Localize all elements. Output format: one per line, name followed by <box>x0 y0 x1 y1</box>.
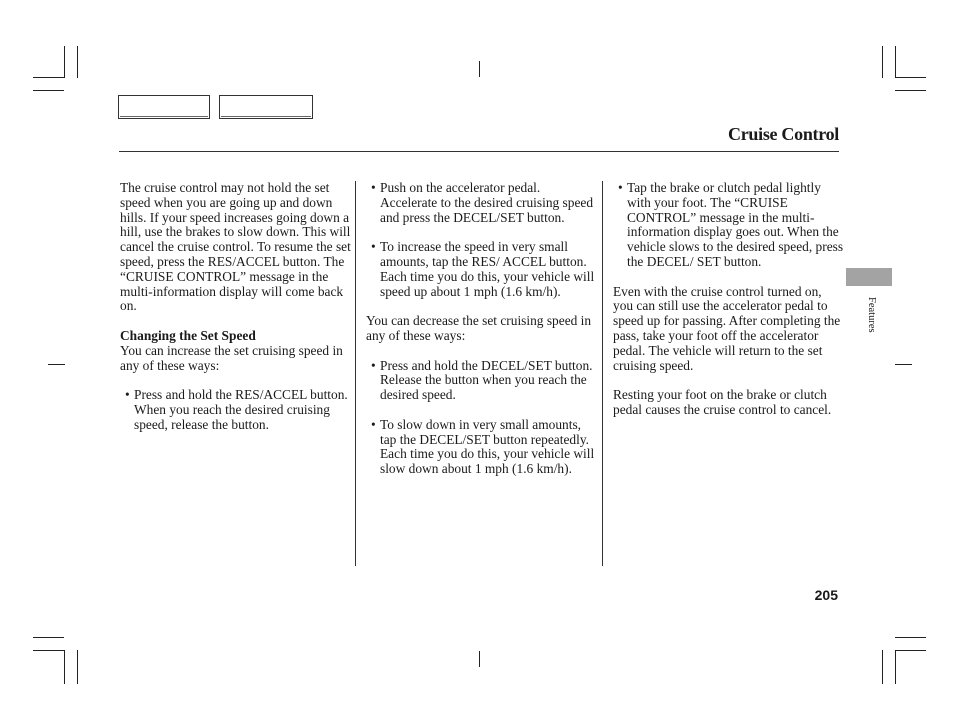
column-1 <box>120 181 352 447</box>
paragraph: You can decrease the set cruising speed in any of these ways: <box>366 313 592 343</box>
bullet-icon: • <box>125 387 130 403</box>
bullet-text: Tap the brake or clutch pedal lightly with your foot. The “CRUISE CONTROL” message in the multi-information display goes out. When the vehicle slows to the desired speed, press the DECEL/ SET button. <box>627 180 844 269</box>
bullet-icon: • <box>371 416 376 432</box>
bullet-text: Press and hold the DECEL/SET button. Release the button when you reach the desired speed. <box>380 357 593 403</box>
bullet-text: To increase the speed in very small amounts, tap the RES/ ACCEL button. Each time you do this, your vehicle will speed up about 1 mph (1.6 km/h). <box>380 239 595 299</box>
section-tab <box>846 268 892 286</box>
crop-mark <box>895 77 926 78</box>
bullet-text: Press and hold the RES/ACCEL button. When you reach the desired cruising speed, release the button. <box>134 387 348 432</box>
header-box-1 <box>118 95 210 119</box>
crop-mark <box>77 46 78 78</box>
bullet-icon: • <box>618 180 623 195</box>
crop-mark <box>895 650 926 651</box>
bullet-item <box>366 181 598 225</box>
bullet-icon: • <box>371 180 376 195</box>
title-rule <box>119 151 839 152</box>
center-mark <box>479 61 480 77</box>
paragraph: Even with the cruise control turned on, you can still use the accelerator pedal to speed up for passing. After completing the pass, take your foot off the accelerator pedal. The vehicle will return to the set cruising speed. <box>613 283 841 373</box>
bullet-item <box>366 359 598 403</box>
crop-mark <box>882 650 883 684</box>
column-divider <box>355 181 356 566</box>
crop-mark <box>64 46 65 78</box>
center-mark <box>48 364 65 365</box>
bullet-item <box>366 240 598 299</box>
crop-mark <box>64 650 65 684</box>
column-divider <box>602 181 603 566</box>
column-3 <box>613 181 845 433</box>
bullet-item <box>366 418 598 477</box>
header-box-2 <box>219 95 313 119</box>
crop-mark <box>33 90 64 91</box>
crop-mark <box>895 650 896 684</box>
crop-mark <box>77 650 78 684</box>
section-tab-label: Features <box>866 297 877 333</box>
bullet-item <box>613 181 845 270</box>
paragraph: You can increase the set cruising speed in any of these ways: <box>120 342 343 373</box>
page-title: Cruise Control <box>728 124 839 144</box>
paragraph: Resting your foot on the brake or clutch pedal causes the cruise control to cancel. <box>613 387 832 417</box>
crop-mark <box>33 650 64 651</box>
crop-mark <box>882 46 883 78</box>
center-mark <box>479 651 480 667</box>
crop-mark <box>895 46 896 78</box>
crop-mark <box>33 637 64 638</box>
center-mark <box>895 364 912 365</box>
paragraph: The cruise control may not hold the set speed when you are going up and down hills. If your speed increases going down a hill, use the brakes to slow down. This will cancel the cruise control. To resume the set speed, press the RES/ACCEL button. The “CRUISE CONTROL” message in the multi-information display will come back on. <box>120 180 351 314</box>
section-heading: Changing the Set Speed <box>120 327 256 343</box>
bullet-item <box>120 388 352 432</box>
bullet-text: To slow down in very small amounts, tap the DECEL/SET button repeatedly. Each time you do this, your vehicle will slow down about 1 mph (1.6 km/h). <box>380 416 595 477</box>
crop-mark <box>895 90 926 91</box>
page-number: 205 <box>814 587 838 603</box>
bullet-icon: • <box>371 357 376 373</box>
crop-mark <box>895 637 926 638</box>
crop-mark <box>33 77 64 78</box>
column-2 <box>366 181 598 492</box>
bullet-text: Push on the accelerator pedal. Accelerate to the desired cruising speed and press the DECEL/SET button. <box>380 180 594 225</box>
bullet-icon: • <box>371 239 376 255</box>
